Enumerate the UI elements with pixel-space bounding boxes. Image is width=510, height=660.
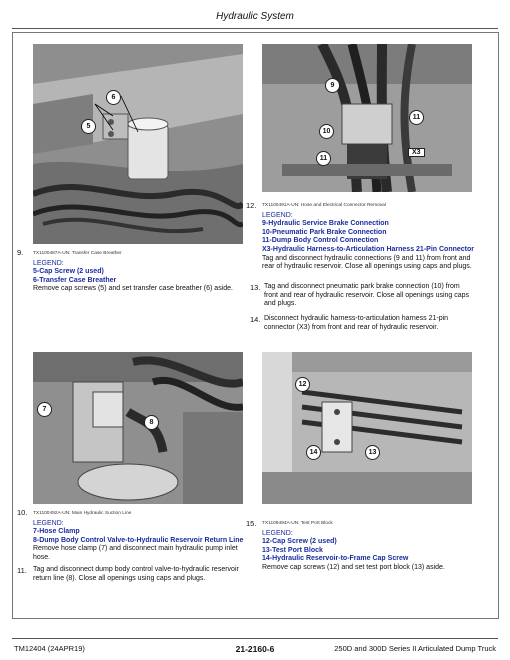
footer-manual-title: 250D and 300D Series II Articulated Dump Truck: [334, 644, 496, 653]
legend-item: 11-Dump Body Control Connection: [262, 237, 379, 245]
step-instruction: Disconnect hydraulic harness-to-articulation harness 21-pin connector (X3) from front and rear of hydraulic reservoir.: [264, 315, 449, 331]
step-number: 11.: [17, 566, 27, 575]
figure-legend-12: [262, 202, 474, 272]
callout-11-right: 11: [409, 110, 424, 125]
photo-test-port-block: [262, 352, 472, 504]
step-instruction: Tag and disconnect pneumatic park brake connection (10) from front and rear of hydraulic reservoir. Close all openings using caps and plugs.: [264, 283, 470, 308]
step-instruction: Tag and disconnect dump body control valve-to-hydraulic reservoir return line (8). Close all openings using caps and plugs.: [33, 566, 239, 582]
legend-title: LEGEND:: [33, 519, 64, 527]
legend-item: 5-Cap Screw (2 used): [33, 268, 104, 276]
callout-8: 8: [144, 415, 159, 430]
step-number: 15.: [246, 519, 257, 528]
legend-item: 14-Hydraulic Reservoir-to-Frame Cap Screw: [262, 555, 409, 563]
step-number: 12.: [246, 201, 257, 210]
legend-item: 6-Transfer Case Breather: [33, 276, 117, 284]
legend-title: LEGEND:: [262, 211, 293, 219]
header-rule: [12, 28, 498, 29]
photo-transfer-case-breather: [33, 44, 243, 244]
callout-6: 6: [106, 90, 121, 105]
callout-12: 12: [295, 377, 310, 392]
step-number: 13.: [250, 283, 261, 292]
legend-item: 7-Hose Clamp: [33, 528, 80, 536]
step-number: 9.: [17, 248, 24, 257]
figure-caption: TX1100491A-UN: Hose and Electrical Connector Removal: [262, 203, 386, 208]
photo-hose-connector-removal: [262, 44, 472, 192]
callout-5: 5: [81, 119, 96, 134]
legend-title: LEGEND:: [262, 529, 293, 537]
figure-caption: TX1109494A-UN: Test Port Block: [262, 521, 333, 526]
legend-item: 10-Pneumatic Park Brake Connection: [262, 228, 387, 236]
footer-page-number: 21-2160-6: [235, 644, 275, 654]
callout-13: 13: [365, 445, 380, 460]
step-instruction: Remove cap screws (12) and set test port block (13) aside.: [262, 563, 445, 571]
legend-item: 9-Hydraulic Service Brake Connection: [262, 220, 389, 228]
legend-item: 12-Cap Screw (2 used): [262, 538, 337, 546]
figure-caption: TX1100492A-UN: Main Hydraulic Suction Line: [33, 511, 132, 516]
callout-x3: X3: [408, 148, 425, 157]
footer-rule: [12, 638, 498, 639]
callout-7: 7: [37, 402, 52, 417]
callout-11-left: 11: [316, 151, 331, 166]
callout-14: 14: [306, 445, 321, 460]
legend-item: 8-Dump Body Control Valve-to-Hydraulic Reservoir Return Line: [33, 536, 244, 544]
footer-doc-id: TM12404 (24APR19): [14, 644, 85, 653]
legend-item: 13-Test Port Block: [262, 546, 323, 554]
photo-main-hydraulic-suction-line: [33, 352, 243, 504]
figure-legend-10: [33, 510, 245, 563]
step-instruction: Remove hose clamp (7) and disconnect main hydraulic pump inlet hose.: [33, 545, 238, 561]
callout-10: 10: [319, 124, 334, 139]
step-number: 10.: [17, 508, 28, 517]
step-instruction: Tag and disconnect hydraulic connections (9 and 11) from front and rear of hydraulic reservoir. Close all openings using caps and plugs.: [262, 254, 472, 271]
step-number: 14.: [250, 315, 261, 324]
figure-caption: TX1100487A-UN: Transfer Case Breather: [33, 251, 122, 256]
step-instruction: Remove cap screws (5) and set transfer case breather (6) aside.: [33, 285, 233, 293]
legend-title: LEGEND:: [33, 259, 64, 267]
page-header-title: Hydraulic System: [216, 11, 294, 22]
callout-9: 9: [325, 78, 340, 93]
figure-legend-15: [262, 520, 474, 573]
figure-legend-9: [33, 250, 243, 294]
legend-item: X3-Hydraulic Harness-to-Articulation Harness 21-Pin Connector: [262, 245, 474, 253]
